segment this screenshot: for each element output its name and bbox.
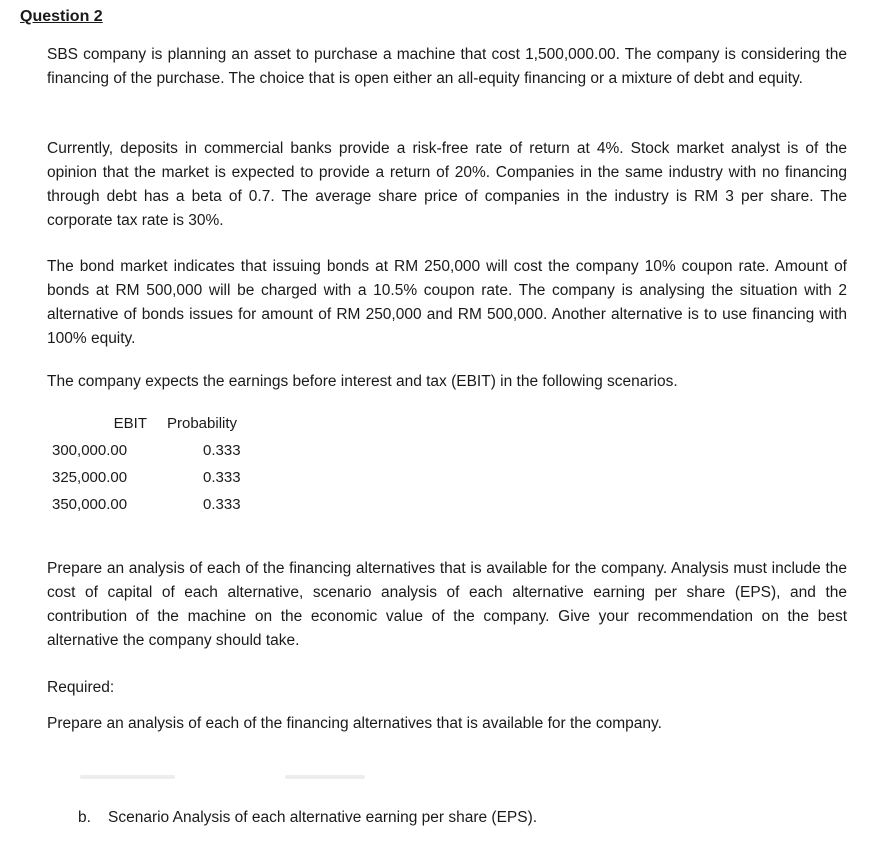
sub-question-label: b. xyxy=(78,809,91,826)
probability-value: 0.333 xyxy=(203,469,241,486)
probability-value: 0.333 xyxy=(203,442,241,459)
ebit-header: EBIT xyxy=(113,415,147,432)
scan-artifact xyxy=(285,775,365,779)
ebit-table-header-row xyxy=(52,410,287,437)
paragraph-analysis-instructions: Prepare an analysis of each of the financing alternatives that is available for the company. Analysis must include the cost of capital of each alternative, scenario analysis of each alternative earning per share (EPS), and the contribution of the machine on the economic value of the company. Give your recommendation on the best alternative the company should take. xyxy=(47,560,847,649)
table-row xyxy=(52,437,287,464)
sub-question-b xyxy=(78,806,537,830)
paragraph-ebit-intro: The company expects the earnings before interest and tax (EBIT) in the following scenarios. xyxy=(47,373,678,390)
ebit-value: 300,000.00 xyxy=(52,442,128,459)
required-label: Required: xyxy=(47,679,115,696)
probability-value: 0.333 xyxy=(203,496,241,513)
sub-question-text: Scenario Analysis of each alternative earning per share (EPS). xyxy=(108,809,538,826)
ebit-value: 325,000.00 xyxy=(52,469,128,486)
question-heading: Question 2 xyxy=(20,8,103,25)
probability-header: Probability xyxy=(167,415,238,432)
ebit-value: 350,000.00 xyxy=(52,496,128,513)
scan-artifact xyxy=(80,775,175,779)
table-row xyxy=(52,491,287,518)
paragraph-purchase: SBS company is planning an asset to purchase a machine that cost 1,500,000.00. The company is considering the financing of the purchase. The choice that is open either an all-equity financing or a mixture of debt and equity. xyxy=(47,46,847,87)
ebit-table xyxy=(52,410,287,518)
table-row xyxy=(52,464,287,491)
required-text: Prepare an analysis of each of the financing alternatives that is available for the company. xyxy=(47,715,662,732)
paragraph-bonds: The bond market indicates that issuing bonds at RM 250,000 will cost the company 10% coupon rate. Amount of bonds at RM 500,000 will be charged with a 10.5% coupon rate. The company is analysing the situation with 2 alternative of bonds issues for amount of RM 250,000 and RM 500,000. Another alternative is to use financing with 100% equity. xyxy=(47,258,847,347)
paragraph-market-rates: Currently, deposits in commercial banks provide a risk-free rate of return at 4%. Stock market analyst is of the opinion that the market is expected to provide a return of 20%. Companies in the same industry with no financing through debt has a beta of 0.7. The average share price of companies in the industry is RM 3 per share. The corporate tax rate is 30%. xyxy=(47,140,847,229)
